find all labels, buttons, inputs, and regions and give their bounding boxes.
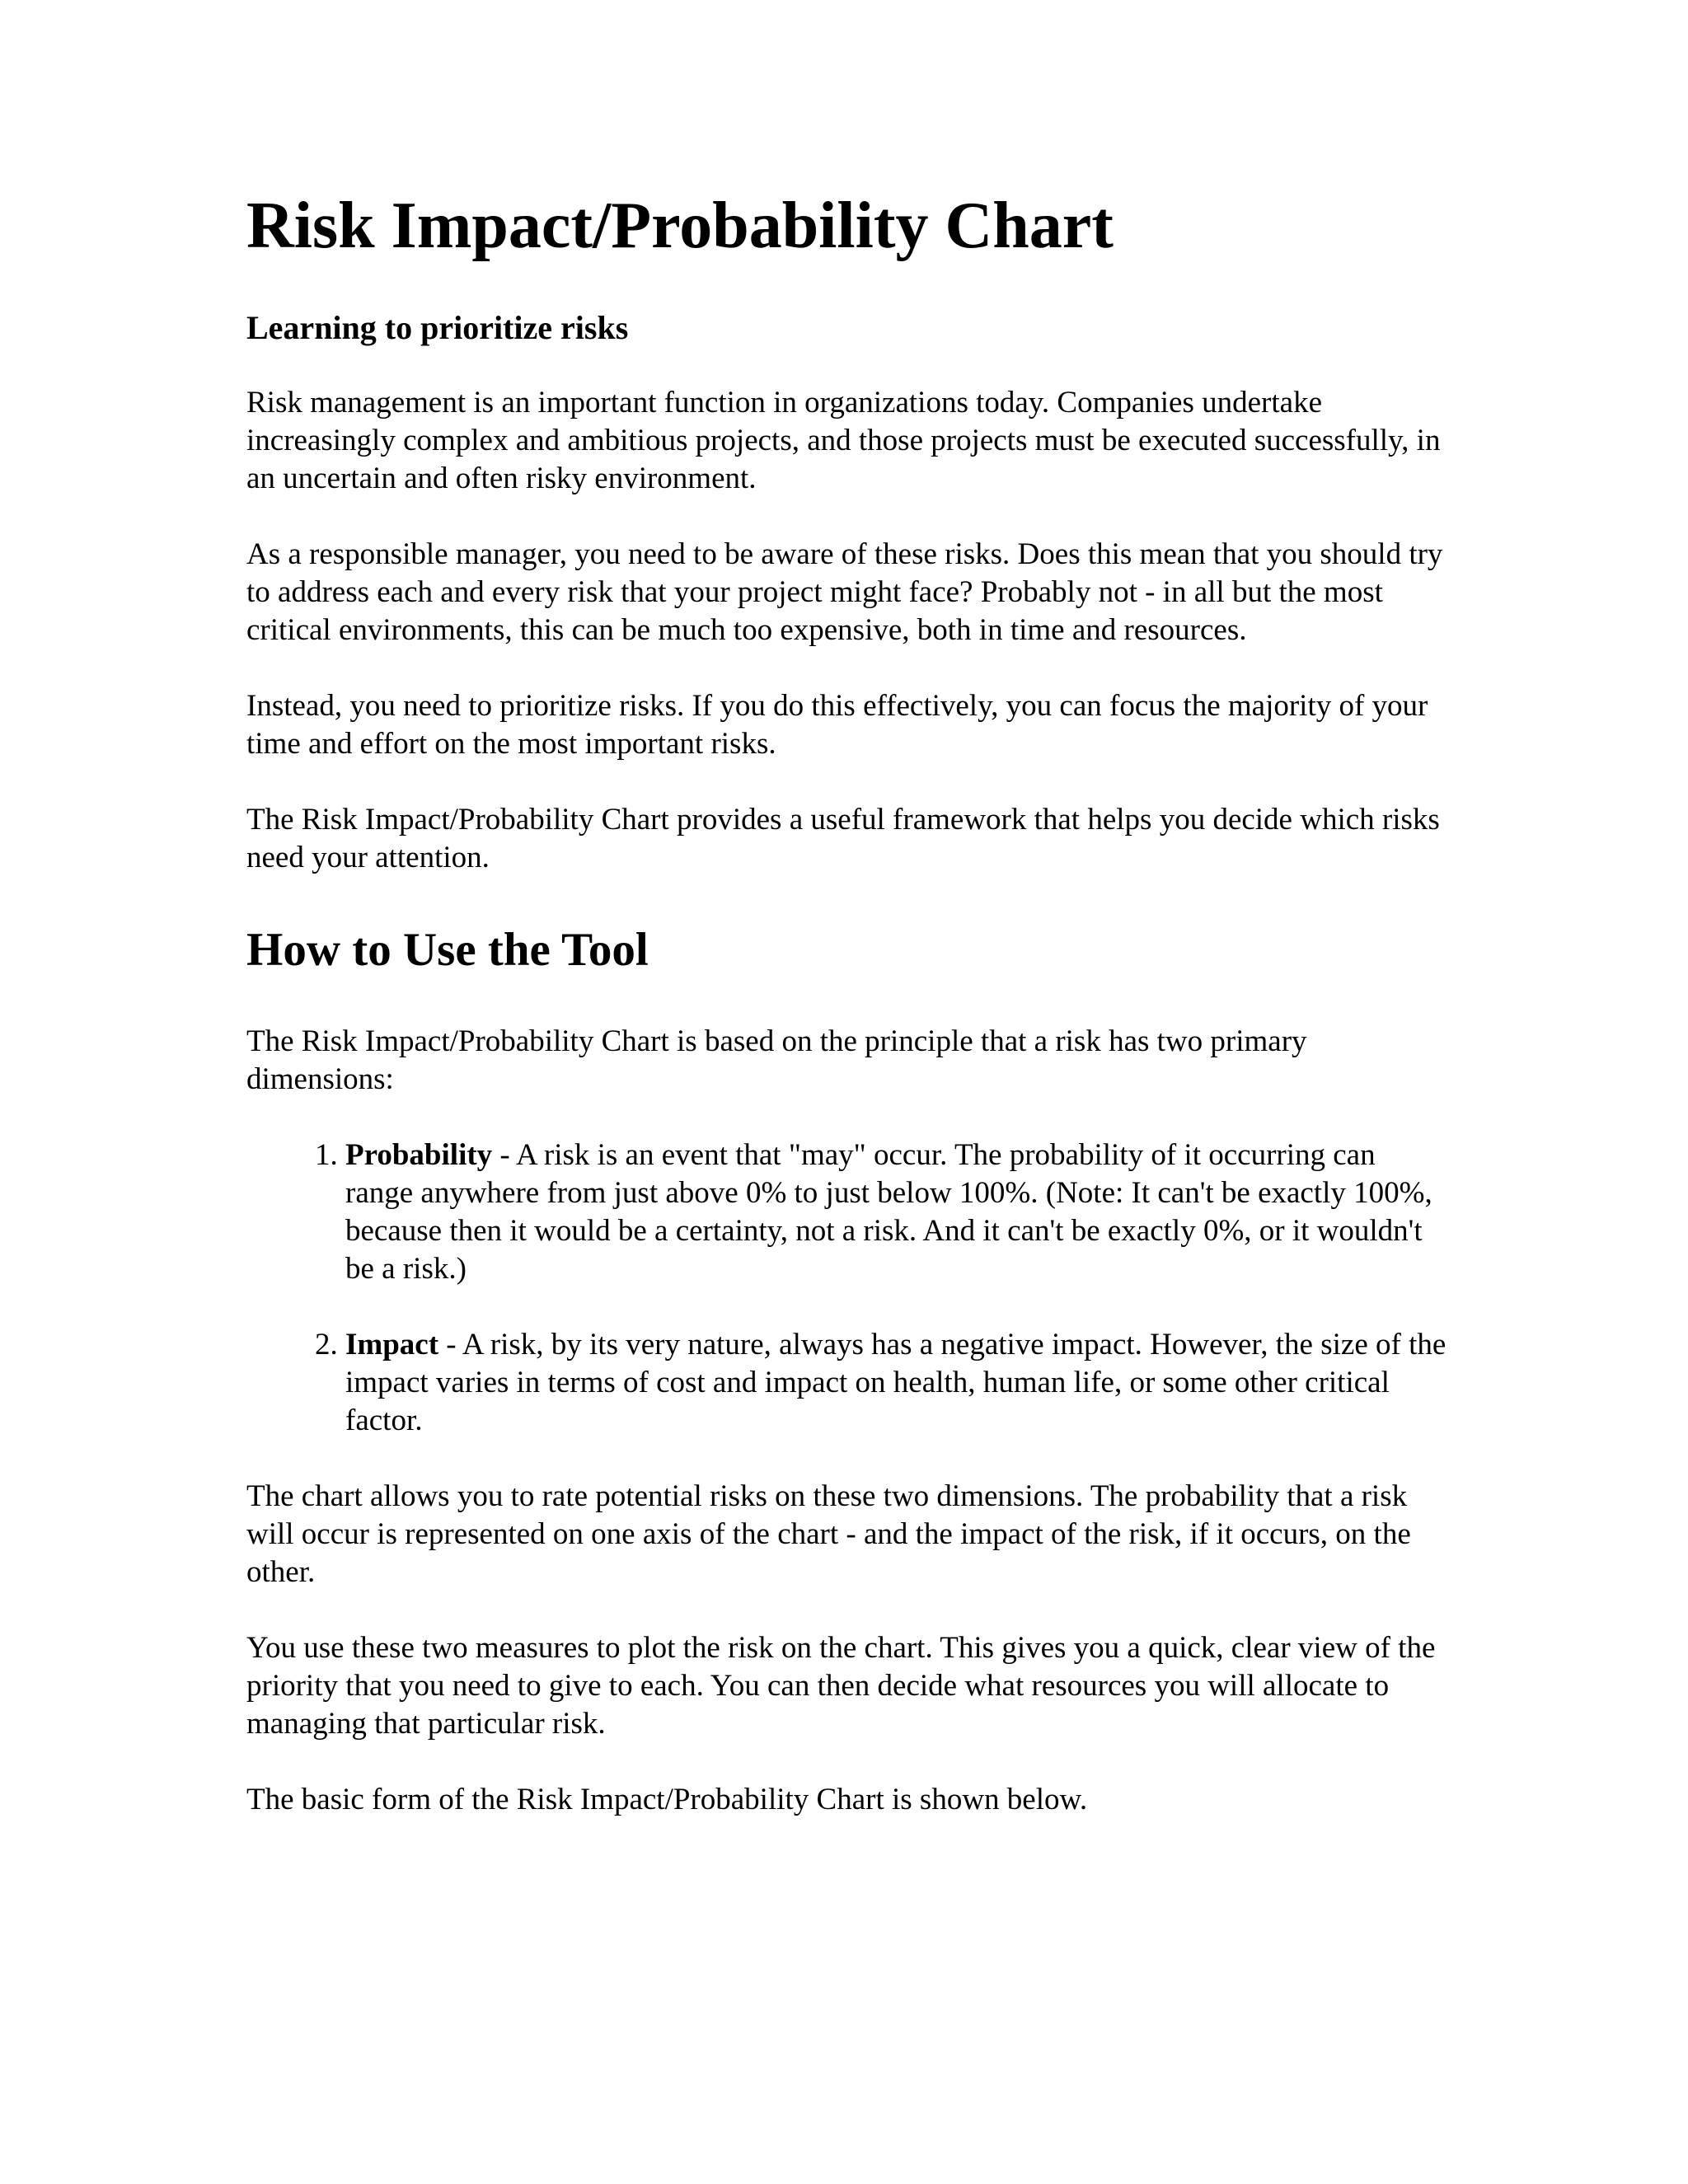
dimension-term: Impact (345, 1328, 439, 1362)
intro-paragraph: The Risk Impact/Probability Chart provides a useful framework that helps you decide which risks need your attention. (246, 803, 1440, 874)
closing-paragraph: You use these two measures to plot the risk on the chart. This gives you a quick, clear view of the priority that you need to give to each. You can then decide what resources you will allocate to managing that particular risk. (246, 1631, 1436, 1741)
section-intro-paragraph: The Risk Impact/Probability Chart is based on the principle that a risk has two primary dimensions: (246, 1024, 1307, 1097)
document-page (246, 188, 1450, 1857)
intro-paragraph: Risk management is an important function in organizations today. Companies undertake increasingly complex and ambitious projects, and those projects must be executed successfully, in an uncertain and often risky environment. (246, 386, 1441, 495)
page-subtitle: Learning to prioritize risks (246, 309, 629, 346)
dimensions-list (246, 1137, 1450, 1440)
intro-paragraph: As a responsible manager, you need to be aware of these risks. Does this mean that you should try to address each and every risk that your project might face? Probably not - in all but the most critical environments, this can be much too expensive, both in time and resources. (246, 537, 1443, 647)
section-heading: How to Use the Tool (246, 924, 649, 976)
closing-paragraph: The basic form of the Risk Impact/Probability Chart is shown below. (246, 1783, 1088, 1817)
dimension-term: Probability (345, 1138, 493, 1173)
list-item (345, 1137, 1450, 1288)
dimension-description: - A risk, by its very nature, always has a negative impact. However, the size of the impact varies in terms of cost and impact on health, human life, or some other critical factor. (345, 1328, 1447, 1438)
page-title: Risk Impact/Probability Chart (246, 190, 1114, 262)
list-item (345, 1326, 1450, 1440)
intro-paragraph: Instead, you need to prioritize risks. If you do this effectively, you can focus the majority of your time and effort on the most important risks. (246, 689, 1428, 761)
dimension-description: - A risk is an event that "may" occur. The probability of it occurring can range anywhere from just above 0% to just below 100%. (Note: It can't be exactly 100%, because then it would be a certainty, not a risk. And it can't be exactly 0%, or it wouldn't be a risk.) (345, 1138, 1432, 1286)
closing-paragraph: The chart allows you to rate potential risks on these two dimensions. The probability that a risk will occur is represented on one axis of the chart - and the impact of the risk, if it occurs, on the other. (246, 1479, 1411, 1590)
